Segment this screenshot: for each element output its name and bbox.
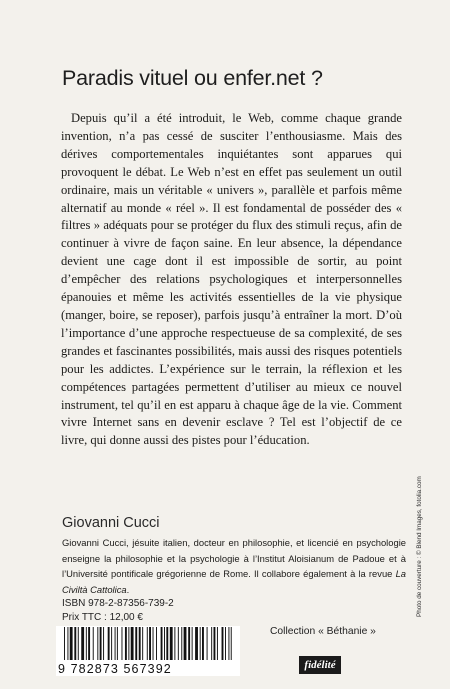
barcode-bar bbox=[207, 627, 208, 660]
barcode-bar bbox=[164, 627, 165, 660]
barcode-bar bbox=[100, 627, 102, 660]
barcode-bar bbox=[228, 627, 229, 660]
barcode-bar bbox=[108, 627, 110, 660]
barcode-bar bbox=[166, 627, 168, 660]
barcode-bar bbox=[70, 627, 73, 660]
barcode-bar bbox=[195, 627, 198, 660]
barcode-bar bbox=[170, 627, 173, 660]
barcode-bar bbox=[78, 627, 79, 660]
barcode-bar bbox=[211, 627, 212, 660]
barcode-bar bbox=[200, 627, 201, 660]
author-bio-text: Giovanni Cucci, jésuite italien, docteur en philosophie, et licencié en psychologie enseigne la philosophie et la psychologie à l’Institut Aloisianum de Padoue et à l’Université pontificale grégorienne de Rome. Il collabore également à la revue bbox=[62, 537, 406, 580]
barcode-bar bbox=[142, 627, 143, 660]
barcode-bar bbox=[135, 627, 137, 660]
collection-name: Collection « Béthanie » bbox=[270, 626, 376, 637]
publisher-logo: fidélité bbox=[299, 656, 341, 674]
barcode-bar bbox=[103, 627, 104, 660]
barcode-bar bbox=[192, 627, 193, 660]
barcode-bar bbox=[117, 627, 118, 660]
barcode bbox=[56, 626, 240, 676]
barcode-bar bbox=[231, 627, 232, 660]
barcode-bar bbox=[125, 627, 127, 660]
barcode-bar bbox=[147, 627, 148, 660]
book-summary: Depuis qu’il a été introduit, le Web, comme chaque grande invention, n’a pas cessé de susciter l’enthousiasme. Mais des dérives comportementales inquiétantes sont apparues qui provoquent le débat. Le Web n’est en effet pas seulement un outil ordinaire, mais un véritable « univers », parallèle et parfois même alternatif au monde « réel ». Il est fondamental de posséder des « filtres » adéquats pour se protéger du flux des stimuli reçus, afin de continuer à vivre de façon saine. En leur absence, la dépendance devient une cage dont il est impossible de sortir, au point d’empêcher des relations psychologiques et interpersonnelles épanouies et même les activités essentielles de la vie physique (manger, boire, se reposer), parfois jusqu’à entraîner la mort. D’où l’importance d’une approche respectueuse de sa complexité, de ses grandes et fascinantes possibilités, mais aussi des risques potentiels pour les addictes. L’expérience sur le terrain, la réflexion et les compétences partagées permettent d’utiliser au mieux ce nouvel instrument, tel qu’il en est apparu à chaque âge de la vie. Comment vivre Internet sans en devenir esclave ? Tel est l’objectif de ce livre, qui donne aussi des pistes pour l’éducation. bbox=[61, 111, 402, 448]
barcode-bar bbox=[93, 627, 94, 660]
barcode-bar bbox=[115, 627, 116, 660]
barcode-bars bbox=[56, 626, 240, 660]
barcode-bar bbox=[214, 627, 216, 660]
barcode-digits: 9 782873 567392 bbox=[58, 662, 172, 676]
isbn: ISBN 978-2-87356-739-2 bbox=[62, 598, 174, 609]
barcode-bar bbox=[97, 627, 98, 660]
barcode-bar bbox=[181, 627, 182, 660]
barcode-bar bbox=[217, 627, 218, 660]
barcode-bar bbox=[161, 627, 163, 660]
author-bio-end: . bbox=[126, 583, 130, 595]
barcode-bar bbox=[111, 627, 112, 660]
barcode-bar bbox=[122, 627, 123, 660]
author-name: Giovanni Cucci bbox=[62, 515, 160, 531]
photo-credit: Photo de couverture : © Blend Images, fotolia.com bbox=[416, 476, 423, 617]
author-bio bbox=[62, 535, 406, 597]
barcode-bar bbox=[188, 627, 190, 660]
barcode-bar bbox=[139, 627, 141, 660]
barcode-bar bbox=[67, 627, 68, 660]
barcode-bar bbox=[156, 627, 157, 660]
barcode-bar bbox=[222, 627, 224, 660]
barcode-bar bbox=[64, 627, 65, 660]
barcode-bar bbox=[88, 627, 90, 660]
book-title: Paradis vituel ou enfer.net ? bbox=[62, 66, 323, 90]
barcode-bar bbox=[153, 627, 154, 660]
barcode-bar bbox=[81, 627, 84, 660]
barcode-bar bbox=[184, 627, 187, 660]
barcode-bar bbox=[86, 627, 87, 660]
barcode-bar bbox=[128, 627, 129, 660]
barcode-bar bbox=[202, 627, 204, 660]
price: Prix TTC : 12,00 € bbox=[62, 612, 143, 623]
barcode-bar bbox=[178, 627, 179, 660]
barcode-bar bbox=[174, 627, 175, 660]
barcode-bar bbox=[74, 627, 76, 660]
journal-name: La Civiltà Cattolica bbox=[62, 568, 406, 595]
barcode-bar bbox=[149, 627, 151, 660]
barcode-bar bbox=[131, 627, 134, 660]
barcode-bar bbox=[225, 627, 226, 660]
